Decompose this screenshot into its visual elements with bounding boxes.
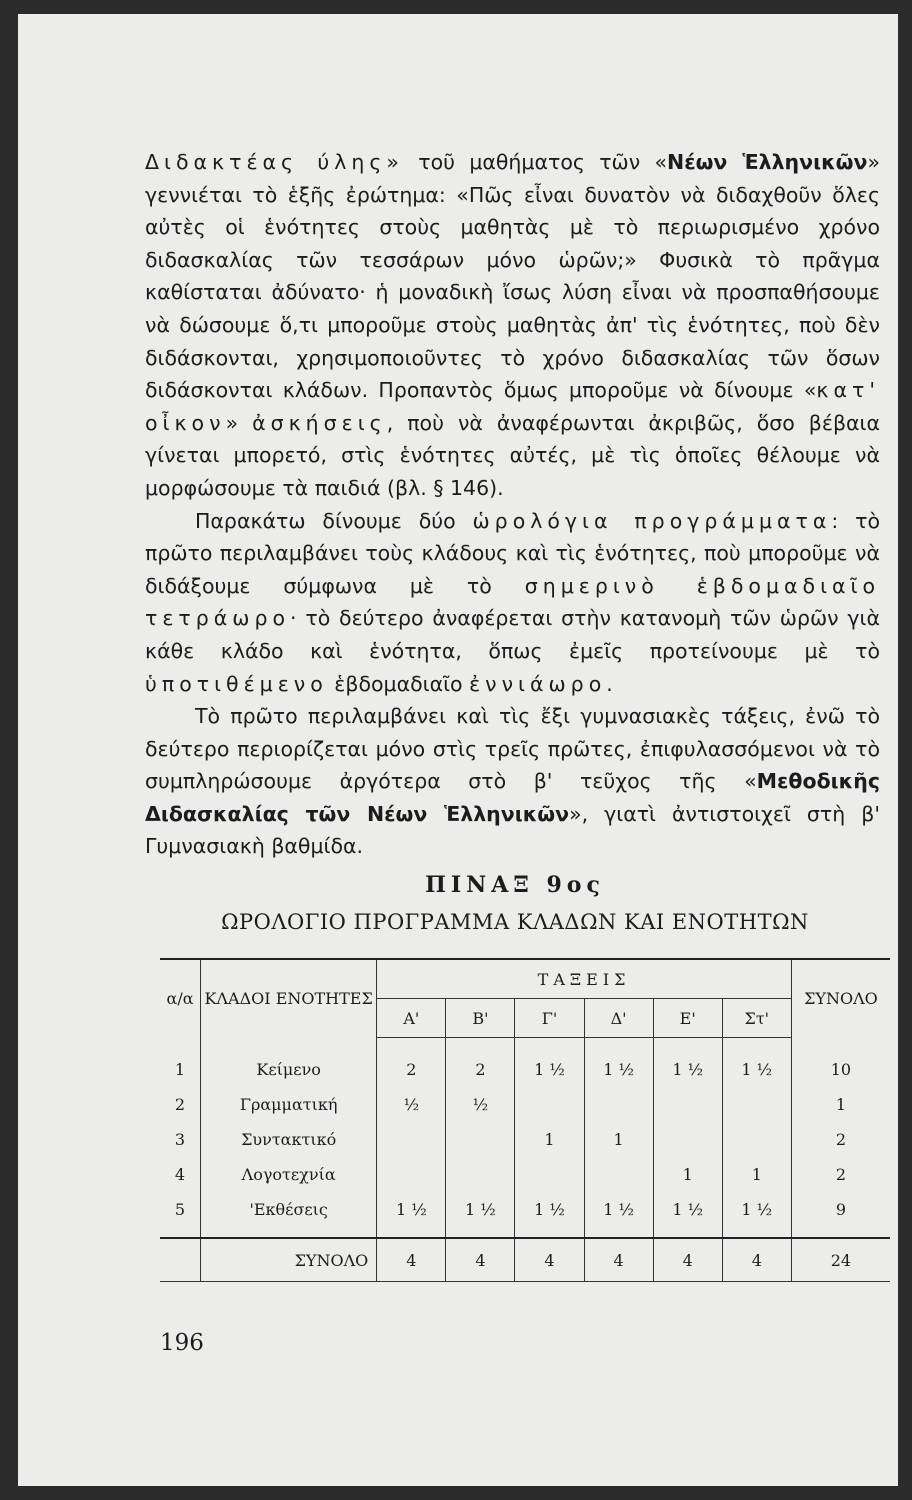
row-total: 9	[791, 1192, 890, 1238]
header-index: α/α	[160, 959, 201, 1038]
cell	[584, 1087, 653, 1122]
footer-cell: 4	[446, 1238, 515, 1282]
cell	[377, 1157, 446, 1192]
cell: 1 ½	[377, 1192, 446, 1238]
table-row	[160, 1087, 890, 1122]
cell	[515, 1087, 584, 1122]
footer-index	[160, 1238, 201, 1282]
cell: 1 ½	[584, 1192, 653, 1238]
bold-term: Μεθοδικῆς Διδασκαλίας τῶν Νέων Ἑλληνικῶν	[145, 769, 880, 826]
cell: ½	[446, 1087, 515, 1122]
table-title: ΠΙΝΑΞ 9ος	[425, 872, 605, 898]
spaced-term: ἐννιάωρο	[469, 671, 607, 696]
row-name: Κείμενο	[201, 1038, 377, 1088]
row-name: Συντακτικό	[201, 1122, 377, 1157]
header-category: ΚΛΑΔΟΙ ΕΝΟΤΗΤΕΣ	[201, 959, 377, 1038]
cell: 1 ½	[653, 1038, 722, 1088]
header-grade: Β'	[446, 999, 515, 1038]
table-row	[160, 1157, 890, 1192]
cell: 1	[584, 1122, 653, 1157]
row-index: 3	[160, 1122, 201, 1157]
row-total: 1	[791, 1087, 890, 1122]
cell	[722, 1087, 791, 1122]
spaced-term: Διδακτέας ύλης»	[145, 150, 404, 174]
header-total: ΣΥΝΟΛΟ	[791, 959, 890, 1038]
table-footer-row	[160, 1238, 890, 1282]
cell	[722, 1122, 791, 1157]
cell	[584, 1157, 653, 1192]
cell: 1 ½	[515, 1038, 584, 1088]
cell: 1 ½	[584, 1038, 653, 1088]
cell	[446, 1157, 515, 1192]
row-index: 2	[160, 1087, 201, 1122]
cell	[653, 1087, 722, 1122]
cell	[653, 1122, 722, 1157]
cell	[446, 1122, 515, 1157]
paragraph-1: Διδακτέας ύλης» τοῦ μαθήματος τῶν «Νέων Ἑλληνικῶν» γεννιέται τὸ ἑξῆς ἐρώτημα: «Πῶς εἶναι δυνατὸν νὰ διδαχθοῦν ὅλες αὐτὲς οἱ ἑνότητες στοὺς μαθητὰς μὲ τὸ περιωρισμένο χρόνο διδασκαλίας τῶν τεσσάρων μόνο ὡρῶν;» Φυσικὰ τὸ πρᾶγμα καθίσταται ἀδύνατο· ἡ μοναδικὴ ἴσως λύση εἶναι νὰ προσπαθήσουμε νὰ δώσουμε ὅ,τι μποροῦμε στοὺς μαθητὰς ἀπ' τὶς ἑνότητες, ποὺ δὲν διδάσκονται, χρησιμοποιοῦντες τὸ χρόνο διδασκαλίας τῶν ὅσων διδάσκονται κλάδων. Προπαντὸς ὅμως μποροῦμε νὰ δίνουμε «κατ' οἶκον» ἀσκήσεις, ποὺ νὰ ἀναφέρωνται ἀκριβῶς, ὅσο βέβαια γίνεται μπορετό, στὶς ἑνότητες αὐτές, μὲ τὶς ὁποῖες θέλουμε νὰ μορφώσουμε τὰ παιδιά (βλ. § 146).	[145, 150, 880, 500]
table-row	[160, 1122, 890, 1157]
spaced-term: σημερινὸ ἑβδομαδιαῖο τετράωρο	[145, 573, 880, 631]
paragraph-3: Τὸ πρῶτο περιλαμβάνει καὶ τὶς ἔξι γυμνασιακὲς τάξεις, ἐνῶ τὸ δεύτερο περιορίζεται μόνο στὶς τρεῖς πρῶτες, ἐπιφυλασσόμενοι νὰ τὸ συμπληρώσουμε ἀργότερα στὸ β' τεῦχος τῆς «Μεθοδικῆς Διδασκαλίας τῶν Νέων Ἑλληνικῶν», γιατὶ ἀντιστοιχεῖ στὴ β' Γυμνασιακὴ βαθμίδα.	[145, 704, 880, 859]
cell: 1 ½	[741, 1060, 773, 1079]
spaced-term: κατ' οἶκον	[145, 378, 880, 435]
cell: ½	[377, 1087, 446, 1122]
footer-cell: 4	[377, 1238, 446, 1282]
cell: 2	[377, 1038, 446, 1088]
cell: 1	[653, 1157, 722, 1192]
cell: 1 ½	[741, 1200, 773, 1219]
cell: 1 ½	[515, 1192, 584, 1238]
schedule-table	[160, 958, 890, 1282]
row-total: 2	[791, 1122, 890, 1157]
header-grade: Γ'	[515, 999, 584, 1038]
page-number: 196	[160, 1330, 204, 1356]
row-name: 'Εκθέσεις	[201, 1192, 377, 1238]
spaced-term: ὑποτιθέμενο	[145, 671, 328, 696]
row-name: Γραμματική	[201, 1087, 377, 1122]
footer-cell: 4	[722, 1238, 791, 1282]
body-text	[145, 146, 880, 863]
footer-label: ΣΥΝΟΛΟ	[201, 1238, 377, 1282]
cell: 1 ½	[653, 1192, 722, 1238]
table-row	[160, 1038, 890, 1088]
bold-term: Νέων Ἑλληνικῶν	[667, 150, 868, 174]
cell: 1	[515, 1122, 584, 1157]
row-index: 1	[160, 1038, 201, 1088]
row-index: 5	[160, 1192, 201, 1238]
cell	[515, 1157, 584, 1192]
footer-total: 24	[791, 1238, 890, 1282]
cell	[377, 1122, 446, 1157]
header-classes: ΤΑΞΕΙΣ	[377, 959, 792, 999]
row-total: 2	[791, 1157, 890, 1192]
footer-cell: 4	[515, 1238, 584, 1282]
header-grade: Στ'	[722, 999, 791, 1038]
spaced-term: ὡρολόγια προγράμματα	[472, 508, 832, 533]
footer-cell: 4	[584, 1238, 653, 1282]
header-grade: Δ'	[584, 999, 653, 1038]
row-index: 4	[160, 1157, 201, 1192]
row-name: Λογοτεχνία	[201, 1157, 377, 1192]
cell: 1 ½	[446, 1192, 515, 1238]
spaced-term: ἀσκήσεις	[252, 410, 387, 435]
paragraph-2: Παρακάτω δίνουμε δύο ὡρολόγια προγράμματα: τὸ πρῶτο περιλαμβάνει τοὺς κλάδους καὶ τὶς ἑνότητες, ποὺ μποροῦμε νὰ διδάξουμε σύμφωνα μὲ τὸ σημερινὸ ἑβδομαδιαῖο τετράωρο· τὸ δεύτερο ἀναφέρεται στὴν κατανομὴ τῶν ὡρῶν γιὰ κάθε κλάδο καὶ ἑνότητα, ὅπως ἐμεῖς προτείνουμε μὲ τὸ ὑποτιθέμενο ἑβδομαδιαῖο ἐννιάωρο.	[145, 508, 880, 696]
header-grade: Ε'	[653, 999, 722, 1038]
row-total: 10	[791, 1038, 890, 1088]
header-grade: Α'	[377, 999, 446, 1038]
table-subtitle: ΩΡΟΛΟΓΙΟ ΠΡΟΓΡΑΜΜΑ ΚΛΑΔΩΝ ΚΑΙ ΕΝΟΤΗΤΩΝ	[221, 910, 809, 934]
footer-cell: 4	[653, 1238, 722, 1282]
table-row	[160, 1192, 890, 1238]
cell: 2	[446, 1038, 515, 1088]
cell: 1	[751, 1165, 762, 1184]
